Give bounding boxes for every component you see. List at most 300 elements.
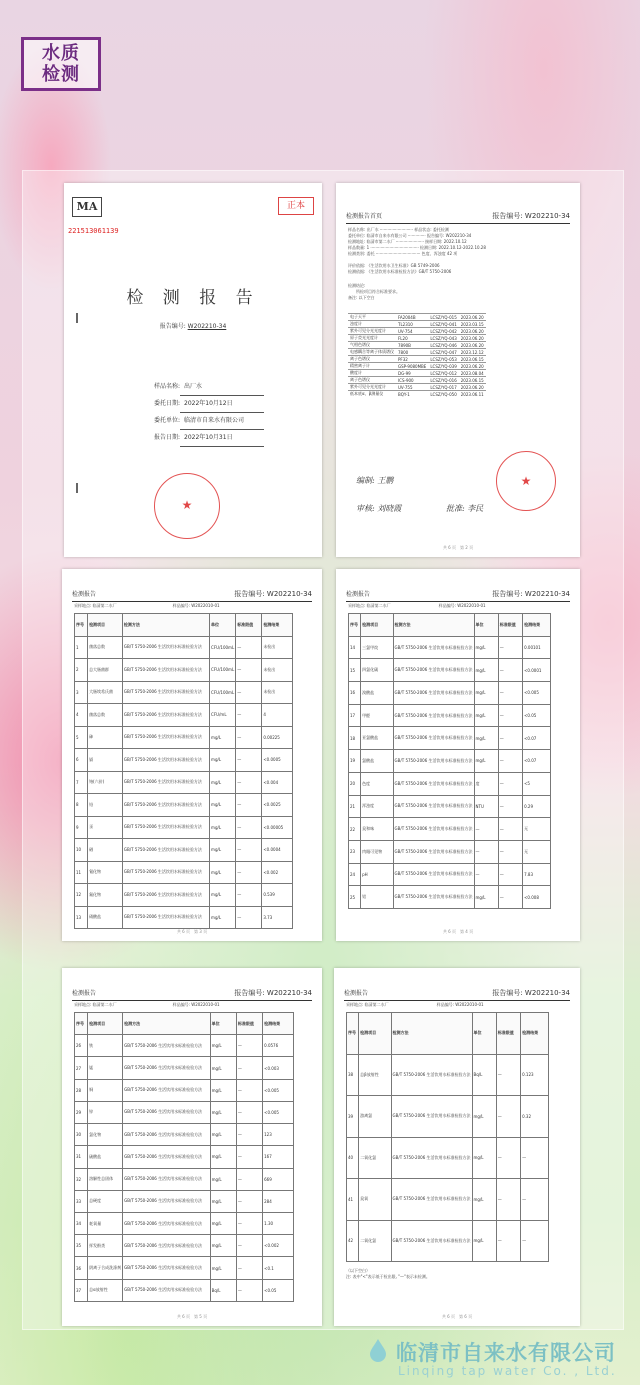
page-footer: 共 6 页 第 2 页 <box>442 545 474 550</box>
row-limit: — <box>236 1190 262 1212</box>
row-no: 7 <box>75 771 88 794</box>
report-cover-page[interactable] <box>64 183 322 557</box>
row-no: 33 <box>75 1190 88 1212</box>
row-result: <0.002 <box>262 861 293 884</box>
table-header-row <box>75 1013 294 1035</box>
row-item: 铜 <box>88 1079 123 1101</box>
sample-info-line: 采样地点: 临清第二水厂 样品编号: W2022010-01 <box>74 603 220 608</box>
row-unit: mg/L <box>472 1220 496 1262</box>
table-row <box>75 1079 294 1101</box>
row-unit: CFU/100mL <box>210 681 236 704</box>
row-limit: — <box>498 772 522 795</box>
table-row <box>75 1235 294 1257</box>
row-result: <5 <box>523 772 551 795</box>
table-header-cell: 标准限值 <box>498 614 522 637</box>
official-seal <box>496 451 556 511</box>
table-header-cell: 检测结果 <box>263 1013 294 1035</box>
row-result: <0.004 <box>262 771 293 794</box>
row-no: 35 <box>75 1235 88 1257</box>
row-limit: — <box>498 795 522 818</box>
row-limit: — <box>236 861 262 884</box>
table-row <box>349 682 551 705</box>
row-item: 浑浊度 <box>361 795 393 818</box>
row-limit: — <box>236 659 262 682</box>
page-header <box>344 988 570 1001</box>
row-result: 669 <box>263 1168 294 1190</box>
table-header-cell: 单位 <box>210 614 236 637</box>
row-limit: — <box>236 681 262 704</box>
row-unit: mg/L <box>210 884 236 907</box>
row-unit: mg/L <box>210 1146 236 1168</box>
row-method: GB/T 5750-2006 生活饮用水标准检验方法 <box>393 795 474 818</box>
row-item: 硝酸盐 <box>88 906 123 929</box>
row-item: 汞 <box>88 816 123 839</box>
row-method: GB/T 5750-2006 生活饮用水标准检验方法 <box>122 861 209 884</box>
row-limit: — <box>236 1257 262 1279</box>
cma-mark: MA <box>72 197 102 217</box>
table-header-cell: 检测结果 <box>262 614 293 637</box>
row-limit: — <box>496 1054 520 1096</box>
conclusion-lines: 检测结论: 所检项目符合标准要求。 备注: 以下空白 <box>348 283 400 300</box>
official-seal <box>154 473 220 539</box>
row-method: GB/T 5750-2006 生活饮用水标准检验方法 <box>123 1235 211 1257</box>
table-header-cell: 检测方法 <box>122 614 209 637</box>
table-row <box>75 839 293 862</box>
row-method: GB/T 5750-2006 生活饮用水标准检验方法 <box>122 816 209 839</box>
row-unit: CFU/100mL <box>210 636 236 659</box>
row-limit: — <box>498 840 522 863</box>
water-drop-logo-icon <box>368 1338 388 1362</box>
table-row <box>75 636 293 659</box>
table-header-cell: 序号 <box>75 614 88 637</box>
row-unit: NTU <box>474 795 498 818</box>
row-method: GB/T 5750-2006 生活饮用水标准检验方法 <box>391 1054 472 1096</box>
row-result: 3.73 <box>262 906 293 929</box>
row-item: 锌 <box>88 1101 123 1123</box>
table-row <box>347 1096 549 1138</box>
row-no: 13 <box>75 906 88 929</box>
report-number: W202210-34 <box>187 323 227 330</box>
row-method: GB/T 5750-2006 生活饮用水标准检验方法 <box>393 818 474 841</box>
table-header-row <box>349 614 551 637</box>
row-limit: — <box>236 1235 262 1257</box>
row-no: 23 <box>349 840 361 863</box>
table-row <box>349 636 551 659</box>
table-row <box>75 1190 294 1212</box>
report-date-value: 2022年10月31日 <box>180 430 264 447</box>
row-method: GB/T 5750-2006 生活饮用水标准检验方法 <box>123 1279 211 1301</box>
table-row <box>75 861 293 884</box>
row-item: 菌落总数 <box>88 704 123 727</box>
row-result: 0.539 <box>262 884 293 907</box>
row-no: 37 <box>75 1279 88 1301</box>
table-header-cell: 检测结果 <box>521 1013 549 1055</box>
row-limit: — <box>496 1220 520 1262</box>
table-row <box>75 681 293 704</box>
table-row <box>347 1179 549 1221</box>
row-unit: mg/L <box>210 861 236 884</box>
row-item: 肉眼可见物 <box>361 840 393 863</box>
row-unit: mg/L <box>474 682 498 705</box>
report-data-page-6[interactable] <box>334 968 580 1326</box>
report-data-page-5[interactable] <box>62 968 322 1326</box>
table-header-cell: 检测项目 <box>88 614 123 637</box>
equipment-table: 电子天平 FA2004B LCSZ/YQ-015 2023.06.20 浊度计 TL2310 LCSZ/YQ-041 2023.03.15 紫外可见分光光度计 UV-754 LCSZ/YQ-042 2023.06.20 原子荧光光度计 FL20 LCSZ/YQ-043 2023.06.20 气相色谱仪 7890B LCSZ/YQ-046 2023.06.20 电感耦合等离子体质谱仪 7800 LCSZ/YQ-047 2023.12.12 离子色谱仪 PF32 LCSZ/YQ-053 2023.06.15 精密离子计 GSP-9080MBE LCSZ/YQ-039 2023.06.20 酸度计 DG-99 LCSZ/YQ-012 2023.08.04 离子色谱仪 ICS-900 LCSZ/YQ-016 2023.06.15 紫外可见分光光度计 UV-755 LCSZ/YQ-017 2023.06.20 低本底α、β测量仪 BQY-1 LCSZ/YQ-050 2023.06.11 <box>350 314 484 397</box>
client-value: 临清市自来水有限公司 <box>180 413 264 430</box>
row-item: 大肠埃希氏菌 <box>88 681 123 704</box>
row-method: GB/T 5750-2006 生活饮用水标准检验方法 <box>391 1220 472 1262</box>
remarks-lines: （以下空白） 注: 表中"<"表示低于检出限, "—"表示未检测。 <box>346 1268 430 1279</box>
page-header <box>72 589 312 602</box>
header-right: 报告编号: W202210-34 <box>234 590 312 598</box>
row-no: 40 <box>347 1137 359 1179</box>
row-method: GB/T 5750-2006 生活饮用水标准检验方法 <box>393 727 474 750</box>
header-left: 检测报告 <box>346 591 371 598</box>
row-result: 0.00101 <box>523 636 551 659</box>
sample-info-line: 采样地点: 临清第二水厂 样品编号: W2022010-01 <box>346 1002 484 1007</box>
row-method: GB/T 5750-2006 生活饮用水标准检验方法 <box>122 726 209 749</box>
row-method: GB/T 5750-2006 生活饮用水标准检验方法 <box>123 1124 211 1146</box>
row-unit: mg/L <box>210 1212 236 1234</box>
row-limit: — <box>236 749 262 772</box>
sample-info-line: 采样地点: 临清第二水厂 样品编号: W2022010-01 <box>348 603 486 608</box>
row-method: GB/T 5750-2006 生活饮用水标准检验方法 <box>122 906 209 929</box>
table-header-cell: 序号 <box>349 614 361 637</box>
row-no: 14 <box>349 636 361 659</box>
row-no: 17 <box>349 704 361 727</box>
row-unit: mg/L <box>210 794 236 817</box>
table-row <box>75 1035 294 1057</box>
row-unit: mg/L <box>474 659 498 682</box>
row-method: GB/T 5750-2006 生活饮用水标准检验方法 <box>393 840 474 863</box>
table-row <box>75 1279 294 1301</box>
row-limit: — <box>236 906 262 929</box>
row-no: 20 <box>349 772 361 795</box>
table-row <box>75 1101 294 1123</box>
row-method: GB/T 5750-2006 生活饮用水标准检验方法 <box>393 682 474 705</box>
row-result: 4 <box>262 704 293 727</box>
table-row <box>349 886 551 909</box>
row-no: 11 <box>75 861 88 884</box>
table-row <box>75 1212 294 1234</box>
row-no: 12 <box>75 884 88 907</box>
row-method: GB/T 5750-2006 生活饮用水标准检验方法 <box>122 681 209 704</box>
client-label: 委托单位: <box>154 417 181 424</box>
row-no: 1 <box>75 636 88 659</box>
row-no: 19 <box>349 750 361 773</box>
row-result: <0.07 <box>523 727 551 750</box>
row-no: 31 <box>75 1146 88 1168</box>
row-result: <0.0004 <box>262 839 293 862</box>
signature-reviewer: 审核: 刘晓霞 <box>356 504 402 513</box>
table-row <box>75 749 293 772</box>
row-unit: — <box>474 818 498 841</box>
table-row <box>347 1137 549 1179</box>
row-result: <0.005 <box>523 682 551 705</box>
row-unit: Bq/L <box>472 1054 496 1096</box>
row-result: <0.07 <box>523 750 551 773</box>
row-method: GB/T 5750-2006 生活饮用水标准检验方法 <box>123 1168 211 1190</box>
page-header <box>72 988 312 1001</box>
row-item: 二氧化氯 <box>359 1137 391 1179</box>
row-method: GB/T 5750-2006 生活饮用水标准检验方法 <box>122 771 209 794</box>
row-limit: — <box>236 771 262 794</box>
sample-info-line: 采样地点: 临清第二水厂 样品编号: W2022010-01 <box>74 1002 220 1007</box>
row-method: GB/T 5750-2006 生活饮用水标准检验方法 <box>391 1137 472 1179</box>
report-title: 检 测 报 告 <box>126 288 260 308</box>
row-unit: CFU/mL <box>210 704 236 727</box>
row-limit: — <box>498 659 522 682</box>
report-date-label: 报告日期: <box>154 434 181 441</box>
row-item: 总大肠菌群 <box>88 659 123 682</box>
table-header-cell: 检测方法 <box>123 1013 211 1035</box>
row-item: 氟化物 <box>88 884 123 907</box>
row-unit: CFU/100mL <box>210 659 236 682</box>
table-row <box>75 704 293 727</box>
page-footer: 共 6 页 第 5 页 <box>176 1314 208 1319</box>
sample-value: 出厂水 <box>180 379 264 396</box>
row-no: 16 <box>349 682 361 705</box>
table-header-cell: 单位 <box>472 1013 496 1055</box>
row-no: 30 <box>75 1124 88 1146</box>
row-unit: mg/L <box>210 1257 236 1279</box>
row-result: <0.005 <box>263 1079 294 1101</box>
table-header-row <box>75 614 293 637</box>
row-limit: — <box>496 1096 520 1138</box>
header-left: 检测报告首页 <box>346 213 383 220</box>
results-table-4 <box>346 1012 549 1262</box>
row-result: 无 <box>523 840 551 863</box>
row-item: 阴离子合成洗涤剂 <box>88 1257 123 1279</box>
row-unit: mg/L <box>210 1190 236 1212</box>
row-item: 硫酸盐 <box>88 1146 123 1168</box>
table-row <box>75 659 293 682</box>
table-header-cell: 序号 <box>75 1013 88 1035</box>
page-header <box>346 589 570 602</box>
table-header-cell: 检测结果 <box>523 614 551 637</box>
row-no: 38 <box>347 1054 359 1096</box>
water-quality-badge <box>21 37 101 91</box>
report-data-page-3[interactable] <box>62 569 322 941</box>
table-row <box>349 863 551 886</box>
row-item: 总α放射性 <box>88 1279 123 1301</box>
report-number-label: 报告编号: <box>159 323 186 330</box>
badge-line2: 检测 <box>42 64 80 85</box>
row-result: 7.83 <box>523 863 551 886</box>
row-item: 二氧化氯 <box>359 1220 391 1262</box>
row-method: GB/T 5750-2006 生活饮用水标准检验方法 <box>122 659 209 682</box>
row-no: 8 <box>75 794 88 817</box>
cert-number: 221513061139 <box>68 227 119 235</box>
table-row <box>75 1257 294 1279</box>
row-unit: — <box>474 863 498 886</box>
row-result: 无 <box>523 818 551 841</box>
row-limit: — <box>236 726 262 749</box>
row-no: 24 <box>349 863 361 886</box>
row-no: 29 <box>75 1101 88 1123</box>
row-item: 锰 <box>88 1057 123 1079</box>
row-result: — <box>521 1137 549 1179</box>
row-no: 5 <box>75 726 88 749</box>
row-method: GB/T 5750-2006 生活饮用水标准检验方法 <box>391 1096 472 1138</box>
row-no: 32 <box>75 1168 88 1190</box>
row-result: <0.003 <box>263 1057 294 1079</box>
row-result: <0.005 <box>263 1101 294 1123</box>
row-method: GB/T 5750-2006 生活饮用水标准检验方法 <box>123 1190 211 1212</box>
row-result: 0.0576 <box>263 1035 294 1057</box>
report-data-page-4[interactable] <box>336 569 580 941</box>
company-name-en: Linqing tap water Co. , Ltd. <box>398 1364 617 1378</box>
row-unit: mg/L <box>210 1101 236 1123</box>
row-limit: — <box>498 727 522 750</box>
row-unit: mg/L <box>474 727 498 750</box>
table-row <box>75 726 293 749</box>
row-limit: — <box>236 1279 262 1301</box>
row-limit: — <box>236 816 262 839</box>
row-method: GB/T 5750-2006 生活饮用水标准检验方法 <box>122 704 209 727</box>
table-header-cell: 标准限值 <box>236 614 262 637</box>
row-no: 28 <box>75 1079 88 1101</box>
row-item: 总硬度 <box>88 1190 123 1212</box>
header-right: 报告编号: W202210-34 <box>234 989 312 997</box>
row-method: GB/T 5750-2006 生活饮用水标准检验方法 <box>393 772 474 795</box>
seal-star-icon: ★ <box>181 498 193 513</box>
row-method: GB/T 5750-2006 生活饮用水标准检验方法 <box>393 636 474 659</box>
row-no: 21 <box>349 795 361 818</box>
summary-lines: 样品名称: 出厂水 ·························· 样品状态: 委托检测 委托单位: 临清市自来水有限公司 ·············· 报告编号: W202210-34 检测地址: 临清市第二水厂 ······················ 接样日期: 2022.10.12 样品数量: 1 ······································ 检测日期: 2022.10.12-2022.10.28 检测类别: 委托 ··································· 色度、浑浊度 42 项 <box>348 227 486 256</box>
row-no: 27 <box>75 1057 88 1079</box>
page-header <box>346 211 570 224</box>
row-limit: — <box>498 682 522 705</box>
row-method: GB/T 5750-2006 生活饮用水标准检验方法 <box>122 839 209 862</box>
row-result: 未检出 <box>262 681 293 704</box>
row-no: 22 <box>349 818 361 841</box>
row-no: 26 <box>75 1035 88 1057</box>
row-limit: — <box>236 1212 262 1234</box>
row-unit: mg/L <box>210 1079 236 1101</box>
row-item: 色度 <box>361 772 393 795</box>
row-result: — <box>521 1179 549 1221</box>
row-limit: — <box>498 818 522 841</box>
row-no: 42 <box>347 1220 359 1262</box>
row-limit: — <box>236 1101 262 1123</box>
row-unit: mg/L <box>472 1137 496 1179</box>
page-footer: 共 6 页 第 3 页 <box>176 929 208 934</box>
row-limit: — <box>496 1179 520 1221</box>
row-limit: — <box>236 839 262 862</box>
row-limit: — <box>236 794 262 817</box>
row-limit: — <box>498 886 522 909</box>
row-method: GB/T 5750-2006 生活饮用水标准检验方法 <box>123 1101 211 1123</box>
row-no: 39 <box>347 1096 359 1138</box>
row-limit: — <box>236 704 262 727</box>
row-result: 284 <box>263 1190 294 1212</box>
row-unit: mg/L <box>210 1124 236 1146</box>
row-result: <0.008 <box>523 886 551 909</box>
row-unit: 度 <box>474 772 498 795</box>
table-row <box>347 1220 549 1262</box>
row-no: 25 <box>349 886 361 909</box>
table-header-cell: 检测方法 <box>391 1013 472 1055</box>
row-item: 铝 <box>361 886 393 909</box>
row-method: GB/T 5750-2006 生活饮用水标准检验方法 <box>123 1057 211 1079</box>
row-method: GB/T 5750-2006 生活饮用水标准检验方法 <box>393 704 474 727</box>
table-header-cell: 检测方法 <box>393 614 474 637</box>
row-unit: — <box>474 840 498 863</box>
row-item: 臭氧 <box>359 1179 391 1221</box>
row-unit: mg/L <box>474 750 498 773</box>
row-item: pH <box>361 863 393 886</box>
table-header-cell: 检测项目 <box>361 614 393 637</box>
row-item: 挥发酚类 <box>88 1235 123 1257</box>
row-no: 36 <box>75 1257 88 1279</box>
cover-info <box>154 379 264 447</box>
row-method: GB/T 5750-2006 生活饮用水标准检验方法 <box>123 1257 211 1279</box>
row-item: 铅 <box>88 794 123 817</box>
report-summary-page[interactable] <box>336 183 580 557</box>
row-result: <0.0025 <box>262 794 293 817</box>
table-header-cell: 单位 <box>210 1013 236 1035</box>
table-header-cell: 标准限值 <box>236 1013 262 1035</box>
row-method: GB/T 5750-2006 生活饮用水标准检验方法 <box>123 1212 211 1234</box>
row-method: GB/T 5750-2006 生活饮用水标准检验方法 <box>393 886 474 909</box>
table-row <box>349 772 551 795</box>
row-item: 游离氯 <box>359 1096 391 1138</box>
row-limit: — <box>496 1137 520 1179</box>
row-no: 6 <box>75 749 88 772</box>
table-header-cell: 检测项目 <box>88 1013 123 1035</box>
original-stamp: 正本 <box>278 197 314 215</box>
badge-line1: 水质 <box>42 43 80 64</box>
row-method: GB/T 5750-2006 生活饮用水标准检验方法 <box>123 1146 211 1168</box>
row-method: GB/T 5750-2006 生活饮用水标准检验方法 <box>122 636 209 659</box>
row-result: 0.123 <box>521 1054 549 1096</box>
seal-star-icon: ★ <box>520 474 532 489</box>
table-row <box>349 840 551 863</box>
header-left: 检测报告 <box>72 591 97 598</box>
row-method: GB/T 5750-2006 生活饮用水标准检验方法 <box>391 1179 472 1221</box>
row-limit: — <box>498 863 522 886</box>
header-right: 报告编号: W202210-34 <box>492 212 570 220</box>
row-result: <0.00005 <box>262 816 293 839</box>
row-result: 未检出 <box>262 659 293 682</box>
row-no: 18 <box>349 727 361 750</box>
table-row <box>75 1057 294 1079</box>
row-unit: mg/L <box>210 726 236 749</box>
row-limit: — <box>498 636 522 659</box>
row-unit: mg/L <box>210 749 236 772</box>
row-no: 3 <box>75 681 88 704</box>
table-row <box>349 795 551 818</box>
table-row <box>75 794 293 817</box>
table-header-row <box>347 1013 549 1055</box>
results-table-3 <box>74 1012 294 1302</box>
table-row <box>75 771 293 794</box>
table-row <box>75 816 293 839</box>
page-footer: 共 6 页 第 6 页 <box>441 1314 473 1319</box>
row-method: GB/T 5750-2006 生活饮用水标准检验方法 <box>123 1079 211 1101</box>
row-unit: mg/L <box>474 704 498 727</box>
commission-value: 2022年10月12日 <box>180 396 264 413</box>
page-footer: 共 6 页 第 4 页 <box>442 929 474 934</box>
row-unit: mg/L <box>210 816 236 839</box>
row-result: <0.0001 <box>523 659 551 682</box>
margin-mark <box>76 483 78 493</box>
row-limit: — <box>236 636 262 659</box>
row-item: 四氯化碳 <box>361 659 393 682</box>
sample-label: 样品名称: <box>154 383 181 390</box>
row-no: 4 <box>75 704 88 727</box>
